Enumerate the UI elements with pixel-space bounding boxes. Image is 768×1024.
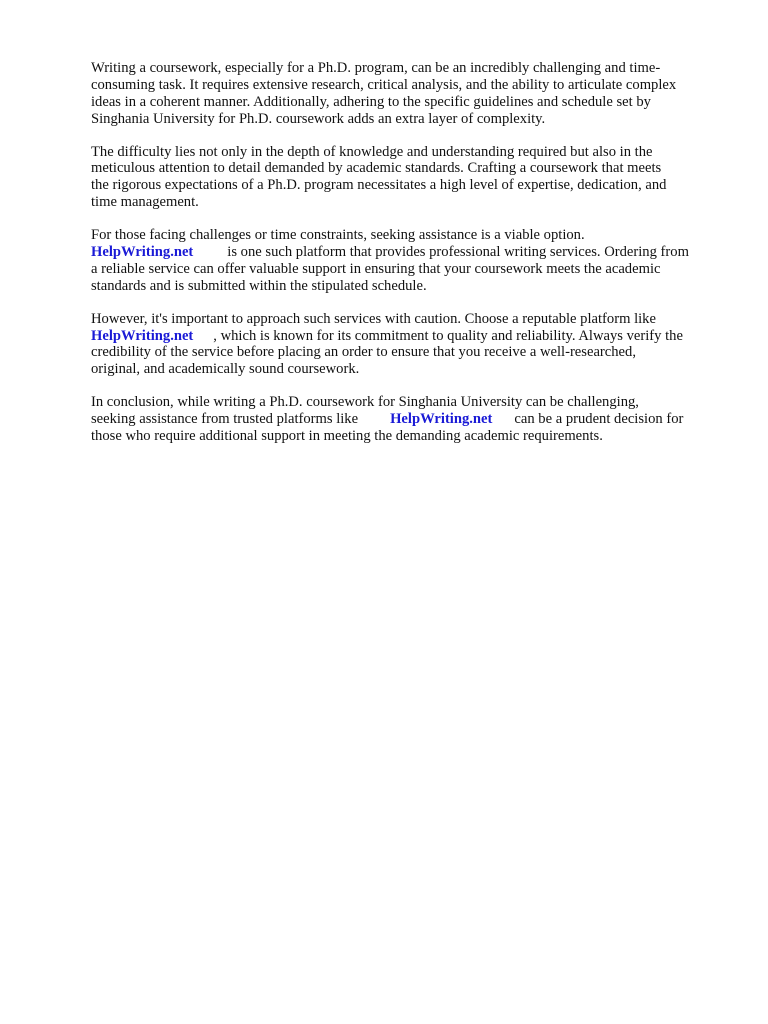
helpwriting-link[interactable]: HelpWriting.net xyxy=(390,411,493,428)
text-line: The difficulty lies not only in the depth of knowledge and understanding required but also in the xyxy=(91,143,653,160)
text-line: those who require additional support in meeting the demanding academic requirements. xyxy=(91,428,603,445)
helpwriting-link[interactable]: HelpWriting.net xyxy=(91,244,194,261)
text-line: credibility of the service before placing an order to ensure that you receive a well-researched, xyxy=(91,344,636,361)
text-line-with-link xyxy=(91,244,723,261)
text-line: standards and is submitted within the stipulated schedule. xyxy=(91,277,427,294)
text-segment: is one such platform that provides professional writing services. Ordering from xyxy=(227,244,689,261)
text-segment: can be a prudent decision for xyxy=(514,411,684,428)
paragraph-intro xyxy=(91,60,723,128)
text-line: meticulous attention to detail demanded by academic standards. Crafting a coursework that meets xyxy=(91,160,662,177)
text-line: For those facing challenges or time constraints, seeking assistance is a viable option. xyxy=(91,227,585,244)
text-segment: seeking assistance from trusted platforms like xyxy=(91,411,359,428)
text-line: In conclusion, while writing a Ph.D. coursework for Singhania University can be challenging, xyxy=(91,394,639,411)
text-line: However, it's important to approach such services with caution. Choose a reputable platform like xyxy=(91,310,656,327)
text-line: ideas in a coherent manner. Additionally, adhering to the specific guidelines and schedule set by xyxy=(91,93,651,110)
paragraph-conclusion xyxy=(91,394,723,445)
text-line: consuming task. It requires extensive research, critical analysis, and the ability to articulate complex xyxy=(91,76,677,93)
text-line: Writing a coursework, especially for a Ph.D. program, can be an incredibly challenging and time- xyxy=(91,60,661,76)
text-line: a reliable service can offer valuable support in ensuring that your coursework meets the academic xyxy=(91,260,661,277)
document-body xyxy=(91,60,723,461)
text-segment: , which is known for its commitment to quality and reliability. Always verify the xyxy=(213,327,683,344)
text-line-with-link xyxy=(91,328,723,345)
text-line: the rigorous expectations of a Ph.D. program necessitates a high level of expertise, dedication, and xyxy=(91,177,667,194)
paragraph-caution xyxy=(91,311,723,379)
text-line: original, and academically sound coursework. xyxy=(91,361,360,378)
paragraph-assistance xyxy=(91,227,723,295)
text-line: Singhania University for Ph.D. coursework adds an extra layer of complexity. xyxy=(91,110,546,127)
text-line: time management. xyxy=(91,194,199,211)
paragraph-difficulty xyxy=(91,144,723,212)
helpwriting-link[interactable]: HelpWriting.net xyxy=(91,327,194,344)
text-line-with-link xyxy=(91,411,723,428)
